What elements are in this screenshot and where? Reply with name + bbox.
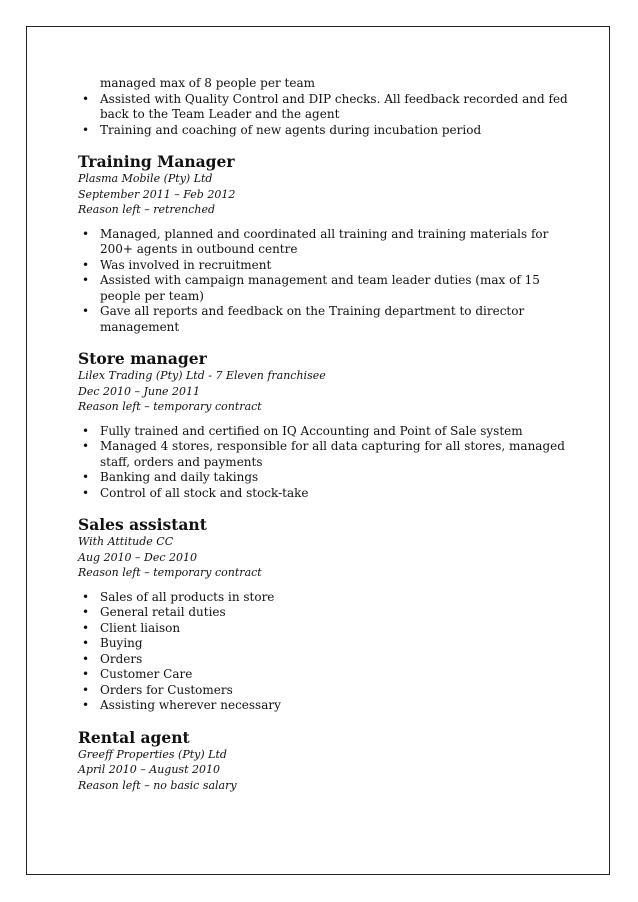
bullet-item: • Fully trained and certified on IQ Accounting and Point of Sale system — [78, 424, 568, 440]
bullet-item: • Was involved in recruitment — [78, 258, 568, 274]
bullet-item: • Banking and daily takings — [78, 470, 568, 486]
bullet-list — [78, 227, 568, 336]
reason-left: Reason left – retrenched — [78, 203, 216, 216]
company-name: Greeff Properties (Pty) Ltd — [78, 747, 227, 761]
bullet-item: • Sales of all products in store — [78, 590, 568, 606]
bullet-list — [78, 590, 568, 714]
bullet-item: • Client liaison — [78, 621, 568, 637]
bullet-list — [78, 424, 568, 502]
bullet-item: • Orders — [78, 652, 568, 668]
job-rental-agent — [78, 728, 568, 794]
continued-line: managed max of 8 people per team — [100, 76, 315, 90]
bullet-item: • Customer Care — [78, 667, 568, 683]
company-name: With Attitude CC — [78, 535, 174, 548]
bullet-list — [78, 92, 568, 139]
job-dates: Dec 2010 – June 2011 — [78, 384, 201, 398]
job-title: Training Manager — [78, 152, 235, 171]
job-store-manager — [78, 349, 568, 501]
job-title: Store manager — [78, 349, 207, 368]
job-title: Sales assistant — [78, 515, 207, 534]
bullet-item: • Gave all reports and feedback on the Training department to director management — [78, 304, 568, 335]
bullet-item: • General retail duties — [78, 605, 568, 621]
resume-content — [78, 76, 568, 793]
company-name: Plasma Mobile (Pty) Ltd — [78, 172, 213, 185]
bullet-item: • Managed, planned and coordinated all training and training materials for 200+ agents in outbound centre — [78, 227, 568, 258]
previous-job-continuation — [78, 76, 568, 138]
bullet-item: • Assisting wherever necessary — [78, 698, 568, 714]
job-dates: Aug 2010 – Dec 2010 — [78, 550, 198, 564]
company-name: Lilex Trading (Pty) Ltd - 7 Eleven franchisee — [78, 369, 326, 382]
bullet-item: • Orders for Customers — [78, 683, 568, 699]
bullet-item: • Control of all stock and stock-take — [78, 486, 568, 502]
job-sales-assistant — [78, 515, 568, 714]
job-dates: September 2011 – Feb 2012 — [78, 187, 236, 201]
job-training-manager — [78, 152, 568, 335]
reason-left: Reason left – temporary contract — [78, 566, 262, 579]
bullet-item: • Training and coaching of new agents during incubation period — [78, 123, 568, 139]
bullet-item: • Assisted with campaign management and team leader duties (max of 15 people per team) — [78, 273, 568, 304]
reason-left: Reason left – no basic salary — [78, 778, 237, 792]
bullet-item: • Managed 4 stores, responsible for all data capturing for all stores, managed staff, orders and payments — [78, 439, 568, 470]
job-title: Rental agent — [78, 727, 190, 747]
reason-left: Reason left – temporary contract — [78, 400, 262, 413]
job-dates: April 2010 – August 2010 — [78, 763, 220, 776]
bullet-item: • Buying — [78, 636, 568, 652]
bullet-item: • Assisted with Quality Control and DIP checks. All feedback recorded and fed back to the Team Leader and the agent — [78, 92, 568, 123]
